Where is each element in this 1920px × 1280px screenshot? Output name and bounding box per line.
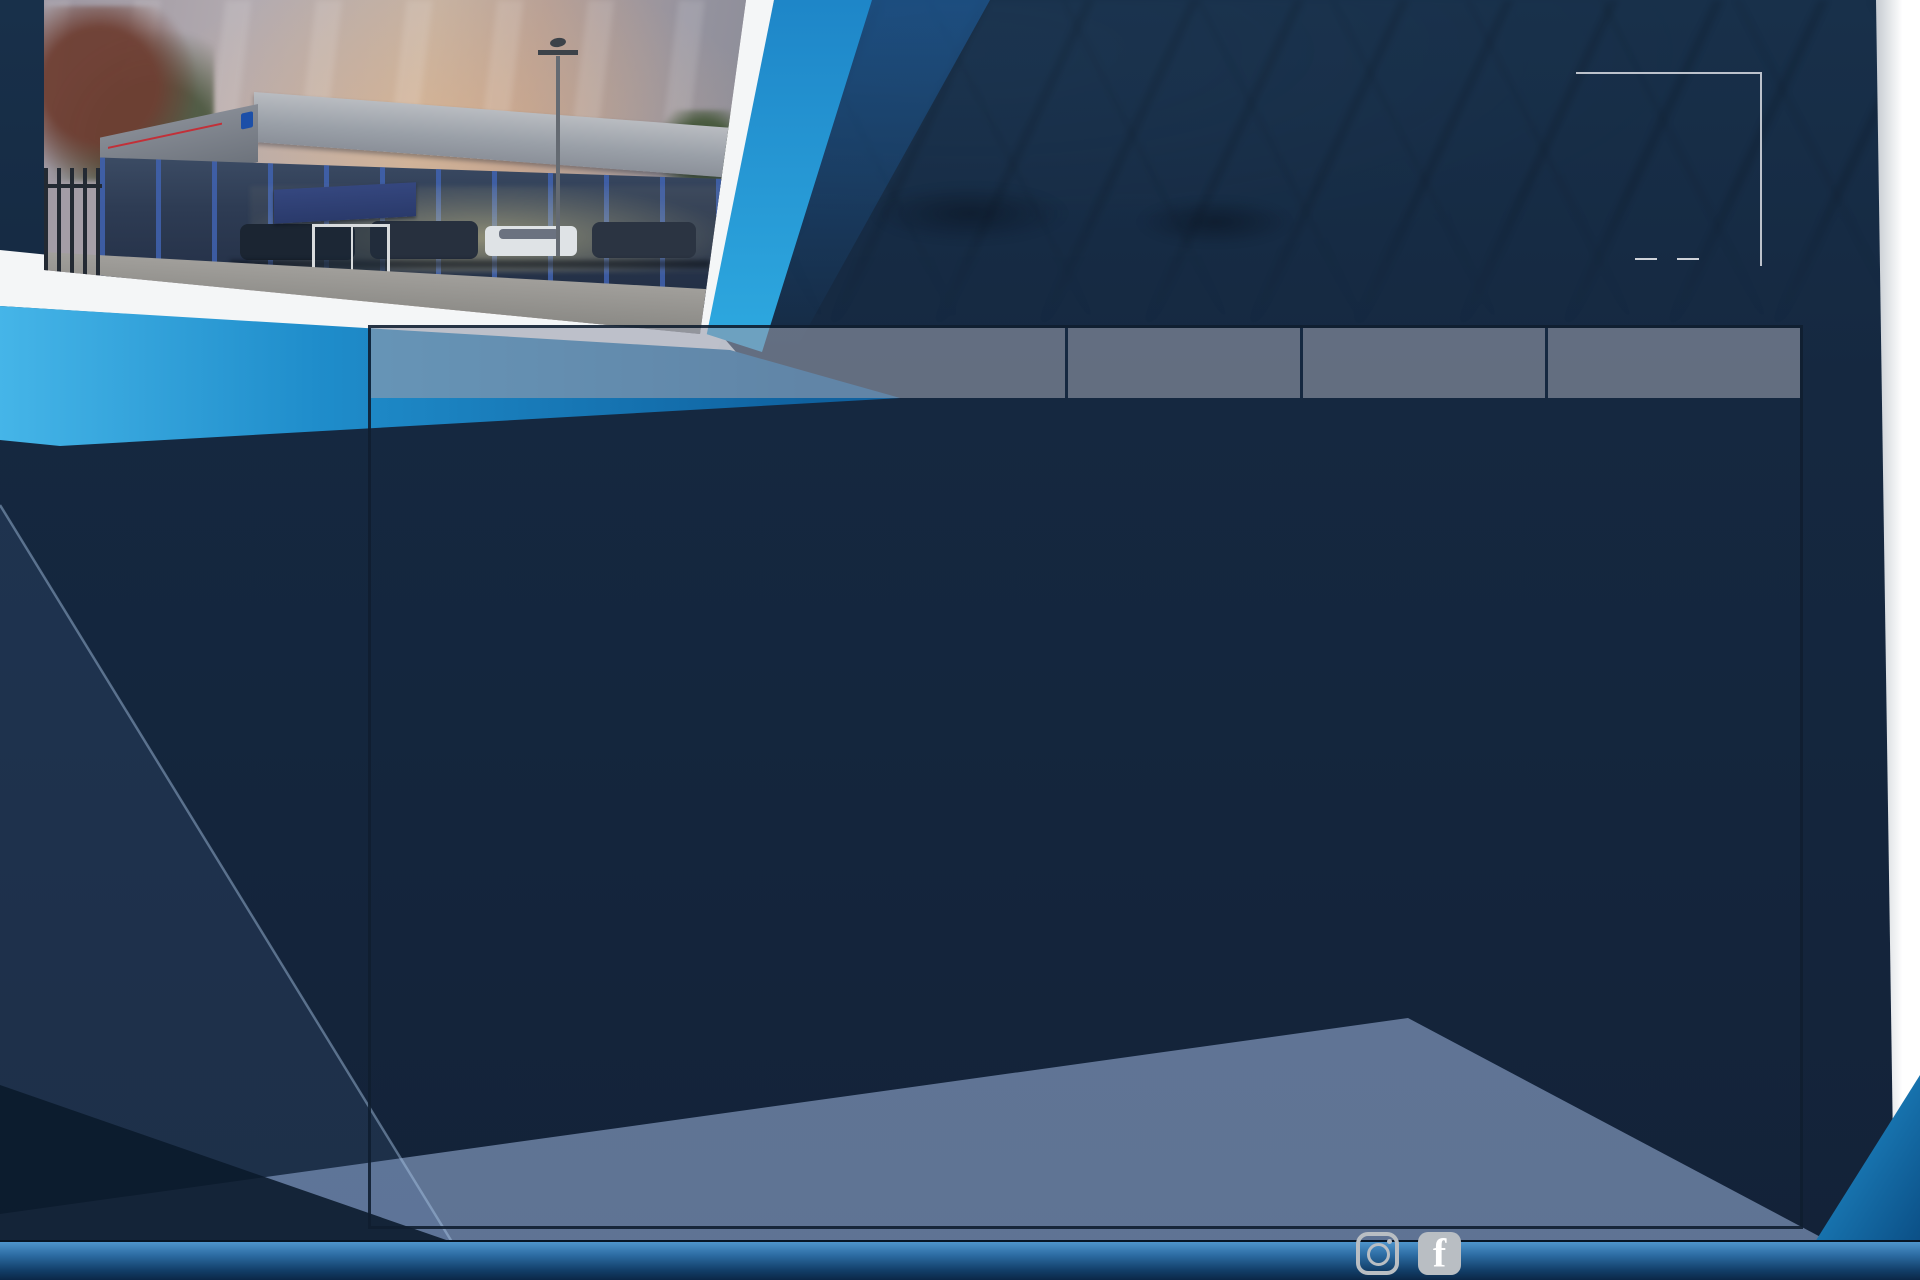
facebook-icon[interactable]	[1418, 1232, 1461, 1275]
instagram-icon[interactable]	[1356, 1232, 1399, 1275]
comparison-table	[368, 325, 1803, 1229]
logo-frame	[1576, 72, 1762, 266]
photo-flagpole	[556, 56, 560, 256]
table-corner-cell	[371, 328, 1065, 398]
logo-dash-left	[1635, 258, 1657, 260]
bosch-shield-icon	[241, 111, 253, 130]
column-header-afleverpakket-glans-service	[1548, 328, 1800, 398]
company-logo	[1572, 62, 1882, 312]
column-header-internet-prijs	[1068, 328, 1300, 398]
bottom-bar	[0, 1240, 1920, 1280]
logo-dash-right	[1677, 258, 1699, 260]
photo-fence	[44, 168, 102, 280]
showroom-car	[592, 222, 696, 258]
column-header-afleverpakket-service	[1303, 328, 1545, 398]
logo-subtitle	[1572, 258, 1762, 260]
showroom-car-white	[485, 226, 577, 256]
photo-weathervane	[538, 50, 578, 55]
bottom-right-cyan-triangle	[1815, 1075, 1920, 1242]
